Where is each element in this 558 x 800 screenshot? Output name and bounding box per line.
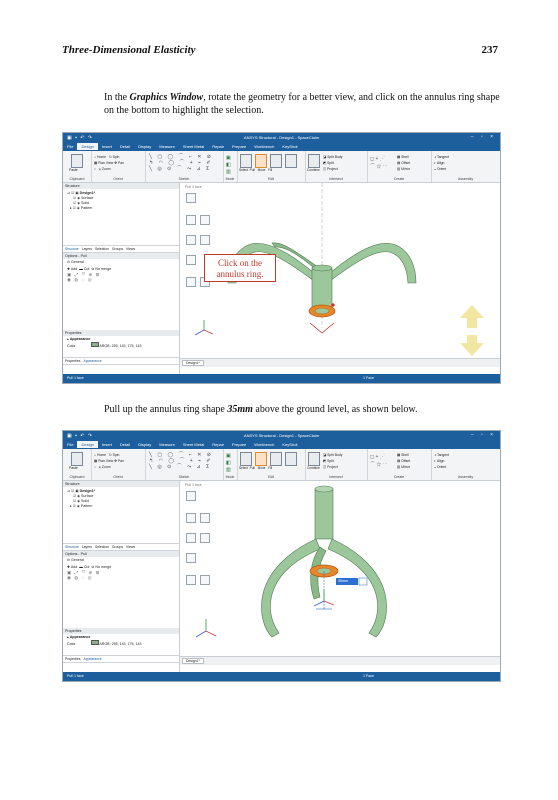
create-icons[interactable]: ◻ + ⋰ ⌒ ☆ ⋯ xyxy=(370,454,388,468)
group-label-assembly: Assembly xyxy=(457,177,474,181)
tab-appearance[interactable]: Appearance xyxy=(83,657,102,661)
split-button[interactable]: ◩ Split xyxy=(323,161,334,165)
triad-axes-icon xyxy=(195,320,213,335)
quick-access-icons[interactable]: ▣ ▪ ↶ ↷ xyxy=(67,135,94,141)
select-icon[interactable] xyxy=(240,452,252,466)
group-orient xyxy=(91,449,146,480)
combine-icon[interactable] xyxy=(308,452,320,466)
group-intersect xyxy=(305,449,368,480)
group-label-create: Create xyxy=(393,475,405,479)
tangent-button[interactable]: ◑ Tangent xyxy=(434,453,450,457)
move-icon[interactable] xyxy=(270,154,282,168)
group-create xyxy=(367,449,432,480)
select-label: Select xyxy=(239,466,248,470)
mode-icons[interactable]: ▣ ◧ ▥ xyxy=(226,453,231,473)
tree-item-solid[interactable]: ☑ ◈ Solid xyxy=(73,499,89,503)
instruction-paragraph-2: Pull up the annulus ring shape 35mm above the ground level, as shown below. xyxy=(104,404,418,415)
menu-measure[interactable]: Measure xyxy=(159,144,175,149)
group-intersect xyxy=(305,151,368,182)
ribbon xyxy=(63,151,500,183)
status-selection-count: 1 Face xyxy=(363,376,374,380)
group-assembly xyxy=(431,151,500,182)
spaceclaim-screenshot-2 xyxy=(62,430,501,682)
window-title: ANSYS Structural - Design1 - SpaceClaim xyxy=(243,433,320,438)
offset-button[interactable]: ▤ Offset xyxy=(397,161,411,165)
group-label-orient: Orient xyxy=(113,177,123,181)
group-create xyxy=(367,151,432,182)
graphics-window-term: Graphics Window xyxy=(129,92,204,103)
structure-header: Structure xyxy=(63,183,179,189)
quick-access-icons[interactable]: ▣ ▪ ↶ ↷ xyxy=(67,433,94,439)
group-label-mode: Mode xyxy=(225,475,235,479)
menu-repair[interactable]: Repair xyxy=(212,144,224,149)
tree-item-surface[interactable]: ☑ ◈ Surface xyxy=(73,494,94,498)
panel-tabs xyxy=(63,245,179,253)
move-label: Move xyxy=(257,168,266,172)
structure-tree xyxy=(67,489,95,509)
group-label-edit: Edit xyxy=(267,177,275,181)
paste-icon[interactable] xyxy=(71,154,83,168)
split-button[interactable]: ◩ Split xyxy=(323,459,334,463)
tab-groups[interactable]: Groups xyxy=(111,247,124,251)
home-button[interactable]: ⌂ Home ↻ Spin xyxy=(94,453,120,457)
window-controls[interactable]: – ▫ × xyxy=(470,432,496,438)
move-icon[interactable] xyxy=(270,452,282,466)
menu-bar xyxy=(63,441,500,449)
status-bar xyxy=(63,672,500,681)
triad-axes-icon xyxy=(196,619,216,637)
menu-workbench[interactable]: Workbench xyxy=(254,144,275,149)
zoom-button[interactable]: ⌕ ⊕ Zoom xyxy=(94,167,111,171)
properties-header: Properties xyxy=(63,330,179,336)
options-header: Options - Pull xyxy=(63,551,179,557)
tab-layers[interactable]: Layers xyxy=(81,247,92,251)
color-row[interactable]: Color ARGB: 255, 143, 175, 143 xyxy=(67,642,142,646)
general-section[interactable]: ⊖ General xyxy=(67,260,84,264)
group-label-sketch: Sketch xyxy=(178,177,190,181)
pull-label: Pull xyxy=(249,466,255,470)
pull-label: Pull xyxy=(249,168,255,172)
tangent-button[interactable]: ◑ Tangent xyxy=(434,155,450,159)
menu-file[interactable]: File xyxy=(67,144,74,149)
group-assembly xyxy=(431,449,500,480)
instruction-paragraph-1: In the Graphics Window, rotate the geometry for a better view, and click on the annulus ring shape on the bottom to highlight the selection. xyxy=(104,92,500,116)
status-bar xyxy=(63,374,500,383)
menu-sheet-metal[interactable]: Sheet Metal xyxy=(182,144,205,149)
tab-structure[interactable]: Structure xyxy=(65,247,79,251)
appearance-row[interactable]: ▴ Appearance xyxy=(67,635,91,639)
tab-selection[interactable]: Selection xyxy=(94,545,109,549)
ring-handle[interactable] xyxy=(331,303,334,306)
pull-options-row[interactable]: ✚ Add ▬ Cut ⊘ No merge xyxy=(67,267,112,271)
options-body xyxy=(67,260,111,282)
group-label-intersect: Intersect xyxy=(329,177,343,181)
group-label-intersect: Intersect xyxy=(329,475,343,479)
document-tab[interactable]: Design1* xyxy=(182,658,204,664)
tree-item-pattern[interactable]: ▸ ☑ ◈ Pattern xyxy=(70,504,93,508)
group-sketch xyxy=(145,449,224,480)
viewport-hint: Pull 1 face xyxy=(185,185,202,189)
fill-label: Fill xyxy=(268,168,273,172)
ribbon xyxy=(63,449,500,481)
project-button[interactable]: ◫ Project xyxy=(323,167,338,171)
menu-detail[interactable]: Detail xyxy=(119,442,131,447)
tab-groups[interactable]: Groups xyxy=(111,545,124,549)
orient-button[interactable]: ◒ Orient xyxy=(434,167,447,171)
group-mode xyxy=(223,151,238,182)
group-edit xyxy=(237,151,306,182)
select-icon[interactable] xyxy=(240,154,252,168)
tab-views[interactable]: Views xyxy=(126,545,136,549)
view-arrows-icon[interactable] xyxy=(460,305,484,356)
menu-design[interactable]: Design xyxy=(77,441,97,448)
menu-bar xyxy=(63,143,500,151)
title-bar xyxy=(63,431,500,441)
offset-button[interactable]: ▤ Offset xyxy=(397,459,411,463)
status-text: Pull 1 face xyxy=(67,674,84,678)
group-label-assembly: Assembly xyxy=(457,475,474,479)
group-clipboard xyxy=(63,151,92,182)
menu-design[interactable]: Design xyxy=(77,143,97,150)
tab-layers[interactable]: Layers xyxy=(81,545,92,549)
window-title: ANSYS Structural - Design1 - SpaceClaim xyxy=(243,135,320,140)
annotation-callout xyxy=(204,254,276,282)
tab-structure[interactable]: Structure xyxy=(65,545,79,549)
tab-appearance[interactable]: Appearance xyxy=(83,359,102,363)
group-label-edit: Edit xyxy=(267,475,275,479)
options-body xyxy=(67,558,111,580)
menu-keyshot[interactable]: KeyShot xyxy=(282,442,298,447)
document-tab-bar xyxy=(180,358,500,367)
group-edit xyxy=(237,449,306,480)
project-button[interactable]: ◫ Project xyxy=(323,465,338,469)
group-label-mode: Mode xyxy=(225,177,235,181)
fill-icon[interactable] xyxy=(285,154,297,168)
menu-display[interactable]: Display xyxy=(138,442,152,447)
options-header: Options - Pull xyxy=(63,253,179,259)
menu-file[interactable]: File xyxy=(67,442,74,447)
callout-line-1: Click on the xyxy=(218,258,262,268)
model-stem xyxy=(315,486,333,539)
mirror-button[interactable]: ▥ Mirror xyxy=(397,167,411,171)
appearance-row[interactable]: ▴ Appearance xyxy=(67,337,91,341)
structure-tree xyxy=(67,191,95,211)
group-label-sketch: Sketch xyxy=(178,475,190,479)
document-tab[interactable]: Design1* xyxy=(182,360,204,366)
tab-properties[interactable]: Properties xyxy=(65,657,81,661)
create-icons[interactable]: ◻ + ⋰ ⌒ ☆ ⋯ xyxy=(370,156,388,170)
dimension-value[interactable]: 35mm xyxy=(338,579,348,583)
graphics-window[interactable] xyxy=(180,481,500,656)
split-body-button[interactable]: ◪ Split Body xyxy=(323,155,343,159)
align-button[interactable]: ◐ Align xyxy=(434,459,445,463)
window-controls[interactable]: – ▫ × xyxy=(470,134,496,140)
running-header-title: Three-Dimensional Elasticity xyxy=(62,44,196,56)
group-label-create: Create xyxy=(393,177,405,181)
option-icons[interactable]: ▣ ⤢ ⤧ ⊕ ⊞ ◉ ◍ ◌ ◎ xyxy=(67,570,101,580)
tree-item-pattern[interactable]: ▸ ☑ ◈ Pattern xyxy=(70,206,93,210)
group-orient xyxy=(91,151,146,182)
group-clipboard xyxy=(63,449,92,480)
fill-label: Fill xyxy=(268,466,273,470)
plan-view-button[interactable]: ▦ Plan View ✥ Pan xyxy=(94,161,124,165)
group-label-clipboard: Clipboard xyxy=(69,475,85,479)
annulus-ring-selected[interactable] xyxy=(309,305,335,317)
sketch-tools-icons[interactable]: ╲ ▢ ◯ ⌒ ⌐ ✕ ⊘ ↰ ◠ ◯ ⌒ + ⌁ ✐ ╲ ◎ ⊙ ⌒ ⤳ ⊿ Σ xyxy=(149,452,213,470)
menu-repair[interactable]: Repair xyxy=(212,442,224,447)
left-panel xyxy=(63,481,180,672)
tree-item-surface[interactable]: ☑ ◈ Surface xyxy=(73,196,94,200)
menu-prepare[interactable]: Prepare xyxy=(232,144,247,149)
distance-term: 35mm xyxy=(227,404,253,415)
move-label: Move xyxy=(257,466,266,470)
shell-button[interactable]: ▦ Shell xyxy=(397,453,409,457)
page-number: 237 xyxy=(481,44,498,56)
paste-label: Paste xyxy=(69,168,78,172)
pull-icon[interactable] xyxy=(255,154,267,168)
general-section[interactable]: ⊖ General xyxy=(67,558,84,562)
paste-label: Paste xyxy=(69,466,78,470)
combine-label: Combine xyxy=(307,168,320,172)
tab-views[interactable]: Views xyxy=(126,247,136,251)
tree-item-design[interactable]: ⊿ ☑ ▣ Design1* xyxy=(67,489,96,493)
sketch-tools-icons[interactable]: ╲ ▢ ◯ ⌒ ⌐ ✕ ⊘ ↰ ◠ ◯ ⌒ + ⌁ ✐ ╲ ◎ ⊙ ⌒ ⤳ ⊿ Σ xyxy=(149,154,213,172)
left-panel xyxy=(63,183,180,374)
document-tab-bar xyxy=(180,656,500,665)
shell-button[interactable]: ▦ Shell xyxy=(397,155,409,159)
pull-icon[interactable] xyxy=(255,452,267,466)
pull-options-row[interactable]: ✚ Add ▬ Cut ⊘ No merge xyxy=(67,565,112,569)
color-row[interactable]: Color ARGB: 255, 143, 175, 143 xyxy=(67,344,142,348)
tab-selection[interactable]: Selection xyxy=(94,247,109,251)
menu-insert[interactable]: Insert xyxy=(101,442,112,447)
menu-insert[interactable]: Insert xyxy=(101,144,112,149)
dimension-commit-icon[interactable] xyxy=(359,578,367,585)
tree-item-solid[interactable]: ☑ ◈ Solid xyxy=(73,201,89,205)
menu-keyshot[interactable]: KeyShot xyxy=(282,144,298,149)
panel-tabs xyxy=(63,543,179,551)
group-sketch xyxy=(145,151,224,182)
group-label-orient: Orient xyxy=(113,475,123,479)
model-stem xyxy=(312,265,332,308)
select-label: Select xyxy=(239,168,248,172)
properties-tabs xyxy=(63,357,179,365)
viewport-hint: Pull 1 face xyxy=(185,483,202,487)
mirror-button[interactable]: ▥ Mirror xyxy=(397,465,411,469)
group-label-clipboard: Clipboard xyxy=(69,177,85,181)
combine-label: Combine xyxy=(307,466,320,470)
split-body-button[interactable]: ◪ Split Body xyxy=(323,453,343,457)
plan-view-button[interactable]: ▦ Plan View ✥ Pan xyxy=(94,459,124,463)
model-3d-view[interactable] xyxy=(180,481,500,656)
zoom-button[interactable]: ⌕ ⊕ Zoom xyxy=(94,465,111,469)
align-button[interactable]: ◐ Align xyxy=(434,161,445,165)
properties-header: Properties xyxy=(63,628,179,634)
properties-body xyxy=(67,337,142,349)
orient-button[interactable]: ◒ Orient xyxy=(434,465,447,469)
option-icons[interactable]: ▣ ⤢ ⤧ ⊕ ⊞ ◉ ◍ ◌ ◎ xyxy=(67,272,101,282)
status-text: Pull 1 face xyxy=(67,376,84,380)
menu-sheet-metal[interactable]: Sheet Metal xyxy=(182,442,205,447)
properties-body xyxy=(67,635,142,647)
structure-header: Structure xyxy=(63,481,179,487)
tree-item-design[interactable]: ⊿ ☑ ▣ Design1* xyxy=(67,191,96,195)
status-selection-count: 1 Face xyxy=(363,674,374,678)
tab-properties[interactable]: Properties xyxy=(65,359,81,363)
menu-prepare[interactable]: Prepare xyxy=(232,442,247,447)
menu-measure[interactable]: Measure xyxy=(159,442,175,447)
spaceclaim-screenshot-1 xyxy=(62,132,501,384)
group-mode xyxy=(223,449,238,480)
menu-display[interactable]: Display xyxy=(138,144,152,149)
properties-tabs xyxy=(63,655,179,663)
home-button[interactable]: ⌂ Home ↻ Spin xyxy=(94,155,120,159)
menu-detail[interactable]: Detail xyxy=(119,144,131,149)
menu-workbench[interactable]: Workbench xyxy=(254,442,275,447)
paste-icon[interactable] xyxy=(71,452,83,466)
mode-icons[interactable]: ▣ ◧ ▥ xyxy=(226,155,231,175)
fill-icon[interactable] xyxy=(285,452,297,466)
title-bar xyxy=(63,133,500,143)
combine-icon[interactable] xyxy=(308,154,320,168)
callout-line-2: annulus ring. xyxy=(216,269,264,279)
